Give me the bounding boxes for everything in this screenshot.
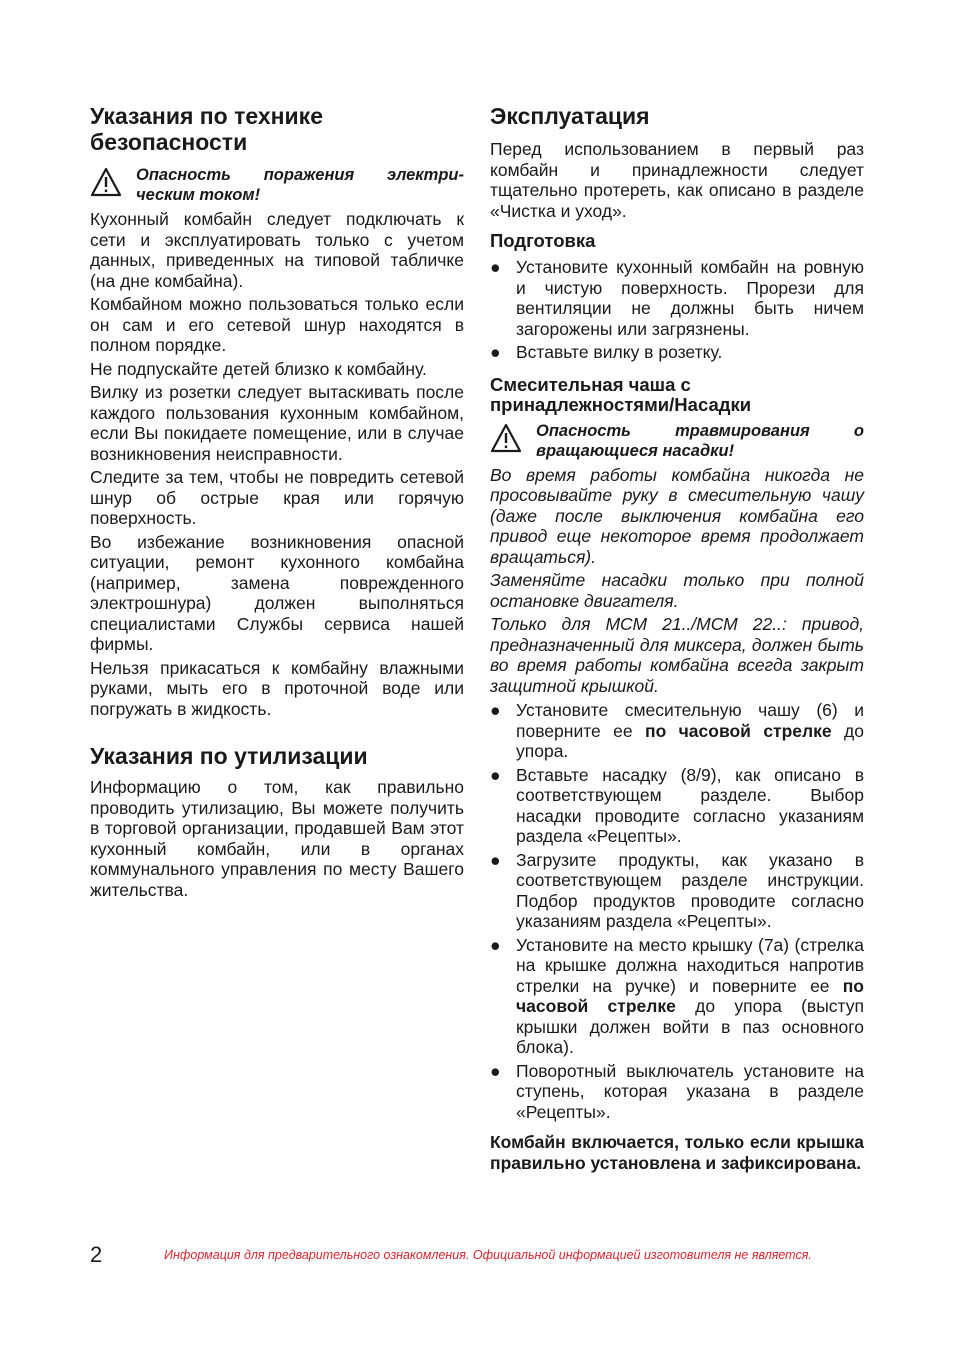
caution-paragraph: Заменяйте насадки только при полной остановке двигателя. — [490, 570, 864, 611]
right-column — [490, 103, 864, 1176]
caution-paragraph: Во время работы комбайна никогда не просовывайте руку в смесительную чашу (даже после выключения комбайна его привод еще некоторое время продолжает вращаться). — [490, 464, 864, 567]
injury-warning-text: Опасность травмирования о вращающиеся насадки! — [536, 421, 864, 460]
safety-paragraph: Вилку из розетки следует вытаскивать после каждого пользования кухонным комбайном, если Вы покидаете помещение, или в случае возникновения неисправности. — [90, 382, 464, 464]
footer-disclaimer: Информация для предварительного ознакомления. Официальной информацией изготовителя не является. — [164, 1248, 812, 1262]
injury-warning — [490, 421, 864, 461]
bullet-icon: ● — [490, 934, 501, 955]
disposal-heading: Указания по утилизации — [90, 743, 368, 769]
preparation-list — [490, 257, 864, 363]
list-item: ● Загрузите продукты, как указано в соответствующем разделе инструкции. Подбор продуктов проводите согласно указаниям раздела «Рецепты». — [490, 849, 864, 931]
list-item: ● Установите кухонный комбайн на ровную и чистую поверхность. Прорези для вентиляции не должны быть ничем загорожены или загрязнены. — [490, 257, 864, 339]
preparation-heading: Подготовка — [490, 230, 596, 251]
caution-paragraph: Только для МСМ 21../МСМ 22..: привод, предназначенный для миксера, должен быть во время работы комбайна всегда закрыт защитной крышкой. — [490, 614, 864, 696]
list-item: ● Установите смесительную чашу (6) и поверните ее по часовой стрелке до упора. — [490, 700, 864, 761]
safety-paragraph: Комбайном можно пользоваться только если он сам и его сетевой шнур находятся в полном порядке. — [90, 294, 464, 355]
safety-paragraph: Следите за тем, чтобы не повредить сетевой шнур об острые края или горячую поверхность. — [90, 467, 464, 528]
bullet-icon: ● — [490, 257, 501, 277]
list-item: ● Поворотный выключатель установите на ступень, которая указана в разделе «Рецепты». — [490, 1060, 864, 1122]
shock-warning-text: Опасность поражения электри-ческим током! — [136, 166, 464, 204]
list-item: ● Вставьте насадку (8/9), как описано в соответствующем разделе. Выбор насадки проводите согласно указаниям раздела «Рецепты». — [490, 764, 864, 846]
safety-paragraph: Кухонный комбайн следует подключать к сети и эксплуатировать только с учетом данных, приведенных на типовой табличке (на дне комбайна). — [90, 209, 464, 291]
page-number: 2 — [90, 1242, 103, 1267]
safety-paragraph: Не подпускайте детей близко к комбайну. — [90, 358, 427, 379]
list-item: ● Установите на место крышку (7а) (стрелка на крышке должна находиться напротив стрелки на ручке) и поверните ее по часовой стрелке до упора (выступ крышки должен войти в паз основного блока). — [490, 934, 864, 1057]
bowl-heading: Смесительная чаша с принадлежностями/Насадки — [490, 373, 752, 415]
bullet-icon: ● — [490, 700, 501, 720]
disposal-paragraph: Информацию о том, как правильно проводить утилизацию, Вы можете получить в торговой организации, продавшей Вам этот кухонный комбайн, или в органах коммунального управления по месту Вашего жительства. — [90, 777, 464, 900]
steps-list — [490, 700, 864, 1122]
safety-paragraph: Нельзя прикасаться к комбайну влажными руками, мыть его в проточной воде или погружать в жидкость. — [90, 657, 464, 719]
bullet-icon: ● — [490, 849, 501, 870]
operation-heading: Эксплуатация — [490, 103, 650, 129]
shock-warning — [90, 165, 464, 205]
operation-intro: Перед использованием в первый раз комбайн и принадлежности следует тщательно протереть, как описано в разделе «Чистка и уход». — [490, 139, 864, 221]
safety-paragraph: Во избежание возникновения опасной ситуации, ремонт кухонного комбайна (например, замена поврежденного электрошнура) должен выполняться специалистами Службы сервиса нашей фирмы. — [90, 531, 464, 654]
left-column — [90, 103, 464, 903]
closing-note: Комбайн включается, только если крышка правильно установлена и зафиксирована. — [490, 1132, 864, 1173]
list-item: ● Вставьте вилку в розетку. — [490, 342, 723, 362]
safety-heading: Указания по технике безопасности — [90, 103, 323, 155]
bullet-icon: ● — [490, 764, 501, 785]
warning-triangle-icon — [90, 167, 122, 197]
bullet-icon: ● — [490, 342, 501, 362]
warning-triangle-icon — [490, 423, 522, 453]
bullet-icon: ● — [490, 1060, 501, 1081]
